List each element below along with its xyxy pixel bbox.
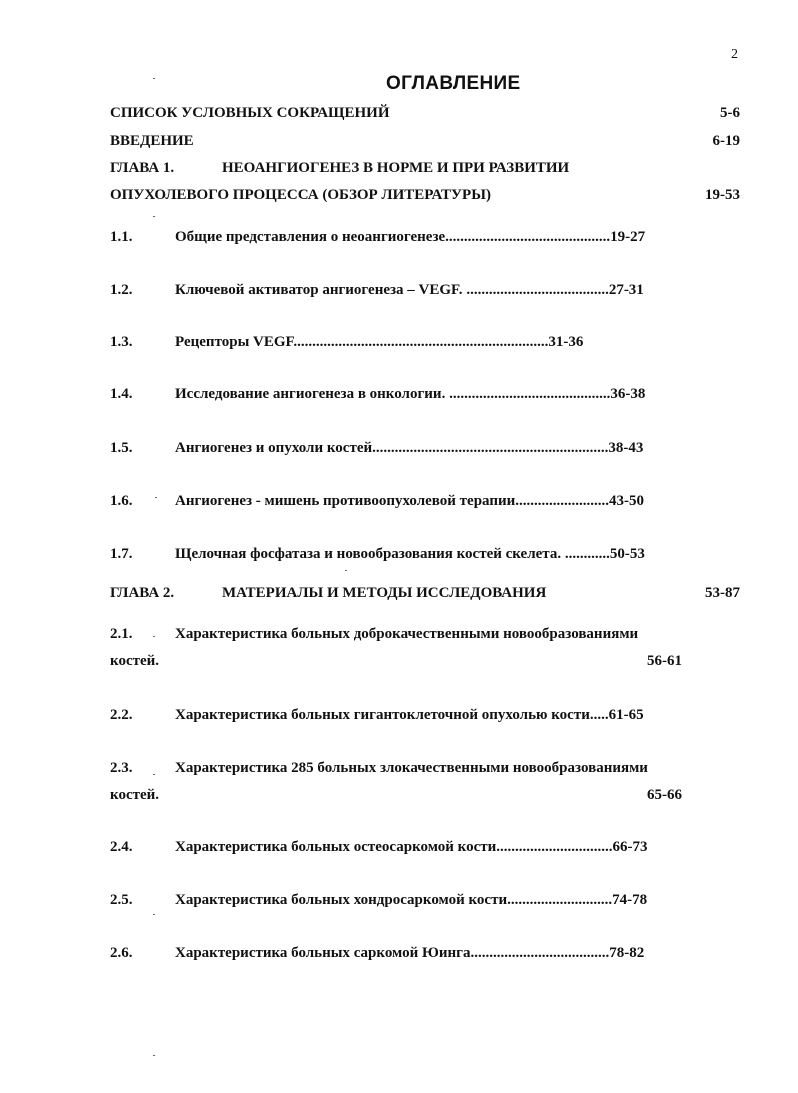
toc-entry-pages: 65-66 <box>647 787 682 803</box>
toc-entry-pages: 38-43 <box>608 440 644 456</box>
chapter-1-title-line2: ОПУХОЛЕВОГО ПРОЦЕССА (ОБЗОР ЛИТЕРАТУРЫ) <box>110 187 491 203</box>
toc-entry-leader: .................................... <box>474 945 610 961</box>
scan-speck <box>345 570 347 571</box>
toc-entry-title: Щелочная фосфатаза и новообразования костей скелета. <box>175 546 562 562</box>
toc-entry-text <box>175 440 643 457</box>
toc-entry-pages: 19-27 <box>610 229 646 245</box>
toc-entry-text <box>175 493 644 510</box>
page-title: ОГЛАВЛЕНИЕ <box>386 73 521 94</box>
toc-entry-pages: 50-53 <box>609 546 645 562</box>
toc-entry-title-continued: костей. <box>110 653 160 669</box>
chapter-1-pages: 19-53 <box>705 187 740 203</box>
toc-entry-leader: ........................................... <box>445 386 611 402</box>
toc-entry-pages: 78-82 <box>609 945 645 961</box>
chapter-1-number: ГЛАВА 1. <box>110 160 175 176</box>
toc-section-abbreviations: СПИСОК УСЛОВНЫХ СОКРАЩЕНИЙ <box>110 105 390 121</box>
toc-entry-text <box>175 386 645 403</box>
toc-entry-title: Характеристика больных хондросаркомой кости. <box>175 892 511 908</box>
toc-section-introduction-pages: 6-19 <box>712 133 740 149</box>
toc-entry-leader: ..... <box>589 707 609 723</box>
toc-entry-pages: 31-36 <box>548 334 584 350</box>
toc-entry-title: Ангиогенез - мишень противоопухолевой терапии <box>175 493 516 509</box>
toc-entry-number: 2.6. <box>110 945 133 961</box>
toc-entry-title: Рецепторы VEGF. <box>175 334 298 350</box>
toc-entry-title-continued: костей. <box>110 787 160 803</box>
toc-entry-leader: ...................................... <box>462 282 609 298</box>
toc-entry-pages: 56-61 <box>647 653 682 669</box>
toc-entry-number: 1.5. <box>110 440 133 456</box>
chapter-2-number: ГЛАВА 2. <box>110 585 175 601</box>
toc-entry-title: Характеристика больных саркомой Юинга. <box>175 945 475 961</box>
scan-speck <box>153 636 155 637</box>
scan-speck <box>153 1055 155 1056</box>
toc-entry-number: 2.5. <box>110 892 133 908</box>
scan-speck <box>153 914 155 915</box>
toc-entry-title: Ангиогенез и опухоли костей. <box>175 440 376 456</box>
toc-entry-text <box>175 892 647 909</box>
toc-entry-title: Характеристика больных остеосаркомой кости. <box>175 839 501 855</box>
toc-entry-text <box>175 546 645 563</box>
scan-speck <box>153 216 155 217</box>
toc-entry-leader: .............................................................. <box>375 440 609 456</box>
chapter-2-pages: 53-87 <box>705 585 740 601</box>
toc-entry-title: Исследование ангиогенеза в онкологии. <box>175 386 446 402</box>
toc-entry-number: 1.4. <box>110 386 133 402</box>
toc-section-abbreviations-pages: 5-6 <box>720 105 740 121</box>
scan-speck <box>155 497 157 498</box>
toc-entry-title: Характеристика больных доброкачественными новообразованиями <box>175 626 639 642</box>
chapter-2-title: МАТЕРИАЛЫ И МЕТОДЫ ИССЛЕДОВАНИЯ <box>222 585 547 601</box>
toc-entry-title: Характеристика больных гигантоклеточной опухолью кости <box>175 707 590 723</box>
toc-entry-pages: 36-38 <box>610 386 646 402</box>
toc-entry-leader: ......................... <box>515 493 610 509</box>
toc-entry-number: 1.6. <box>110 493 133 509</box>
toc-entry-leader: .............................. <box>500 839 613 855</box>
toc-entry-number: 2.4. <box>110 839 133 855</box>
toc-entry-number: 2.3. <box>110 760 133 776</box>
scan-speck <box>153 78 155 79</box>
toc-entry-number: 2.2. <box>110 707 133 723</box>
toc-entry-title: Ключевой активатор ангиогенеза – VEGF. <box>175 282 463 298</box>
toc-entry-text <box>175 707 644 724</box>
toc-entry-number: 1.3. <box>110 334 133 350</box>
toc-entry-leader: ............................................ <box>445 229 611 245</box>
toc-entry-text <box>175 945 644 962</box>
page-number: 2 <box>731 47 738 62</box>
chapter-1-title-line1: НЕОАНГИОГЕНЕЗ В НОРМЕ И ПРИ РАЗВИТИИ <box>222 160 570 176</box>
toc-entry-pages: 74-78 <box>612 892 648 908</box>
toc-entry-leader: ........................... <box>510 892 613 908</box>
toc-entry-pages: 61-65 <box>608 707 644 723</box>
toc-entry-leader: ................................................................... <box>297 334 549 350</box>
toc-entry-title: Характеристика 285 больных злокачественными новообразованиями <box>175 760 648 776</box>
toc-entry-number: 1.7. <box>110 546 133 562</box>
toc-section-introduction: ВВЕДЕНИЕ <box>110 133 194 149</box>
toc-entry-text <box>175 839 648 856</box>
toc-entry-leader: ............ <box>561 546 610 562</box>
toc-entry-text <box>175 229 645 246</box>
toc-entry-pages: 27-31 <box>608 282 644 298</box>
toc-entry-pages: 43-50 <box>609 493 645 509</box>
toc-entry-title: Общие представления о неоангиогенезе <box>175 229 446 245</box>
toc-entry-number: 1.1. <box>110 229 133 245</box>
toc-entry-text <box>175 334 583 351</box>
scan-speck <box>153 774 155 775</box>
toc-entry-number: 1.2. <box>110 282 133 298</box>
toc-entry-pages: 66-73 <box>612 839 648 855</box>
toc-entry-number: 2.1. <box>110 626 133 642</box>
toc-entry-text <box>175 282 644 299</box>
